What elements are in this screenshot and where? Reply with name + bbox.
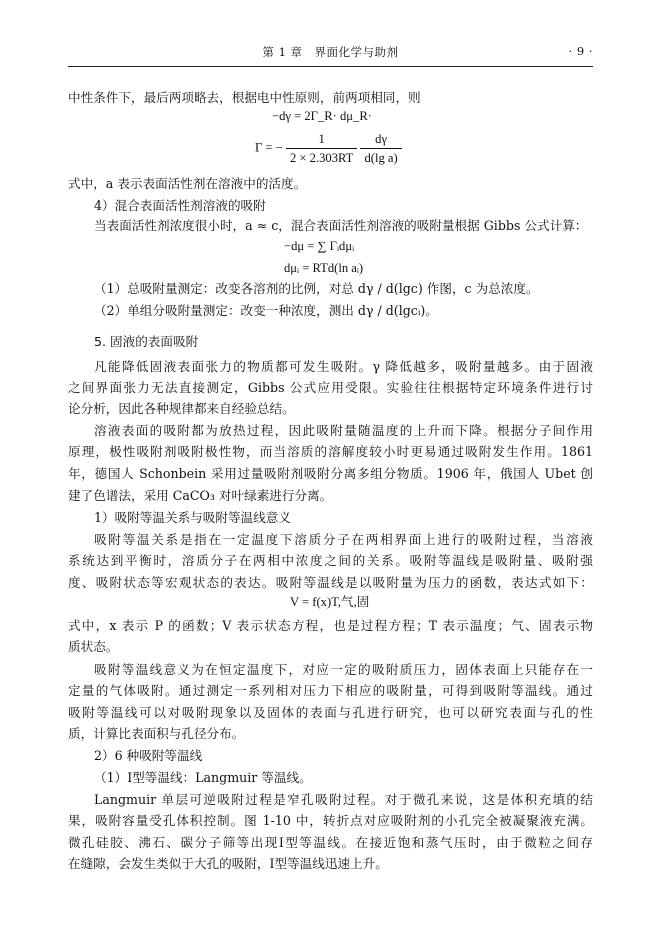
text-line: 度、吸附状态等宏观状态的表达。吸附等温线是以吸附量为压力的函数，表达式如下：	[68, 575, 593, 590]
text-line: 吸附等温关系是指在一定温度下溶质分子在两相界面上进行的吸附过程，当溶液	[94, 532, 593, 547]
text-line: 当表面活性剂浓度很小时，a ≈ c，混合表面活性剂溶液的吸附量根据 Gibbs 公式计算：	[94, 218, 588, 233]
text-line: Langmuir 单层可逆吸附过程是窄孔吸附过程。对于微孔来说，这是体积充填的结	[94, 792, 593, 807]
text-line: 吸附等温线可以对吸附现象以及固体的表面与孔进行研究，也可以研究表面与孔的性	[68, 705, 593, 720]
text-line: 质，计算比表面积与孔径分布。	[68, 726, 245, 741]
subsection-heading: 1）吸附等温关系与吸附等温线意义	[94, 510, 291, 525]
text-line: 中性条件下，最后两项略去，根据电中性原则，前两项相同，则	[68, 90, 421, 105]
text-line: （1）Ⅰ型等温线：Langmuir 等温线。	[94, 770, 312, 785]
eq-denominator: d(lg a)	[364, 151, 398, 165]
eq-denominator: 2 × 2.303RT	[289, 151, 354, 165]
text-line: 微孔硅胶、沸石、碳分子筛等出现Ⅰ型等温线。在接近饱和蒸气压时，由于微粒之间存	[68, 835, 593, 850]
text-line: 溶液表面的吸附都为放热过程，因此吸附量随温度的上升而下降。根据分子间作用	[94, 423, 593, 438]
text-line: 式中，x 表示 P 的函数；V 表示状态方程，也是过程方程；T 表示温度；气、固表示物	[68, 618, 593, 633]
chapter-title: 第 1 章 界面化学与助剂	[262, 45, 399, 59]
equation-sum: −dμ = ∑ Γᵢdμᵢ	[284, 239, 355, 253]
equation-gamma-r: −dγ = 2Γ_R· dμ_R·	[272, 109, 372, 123]
running-header	[68, 44, 593, 64]
text-line: 系统达到平衡时，溶质分子在两相中浓度之间的关系。吸附等温线是吸附量、吸附强	[68, 553, 593, 568]
subsection-heading: 2）6 种吸附等温线	[94, 748, 203, 763]
text-line: 年，德国人 Schonbein 采用过量吸附剂吸附分离多组分物质。1906 年，俄国人 Ubet 创	[68, 466, 593, 481]
text-line: 果，吸附容量受孔体积控制。图 1-10 中，转折点对应吸附剂的小孔完全被凝聚液充满。	[68, 813, 593, 828]
text-line: （2）单组分吸附量测定：改变一种浓度，测出 dγ / d(lgcᵢ)。	[94, 303, 438, 318]
equation-isotherm: V = f(x)T,气,固	[290, 595, 370, 609]
text-line: 原理，极性吸附剂吸附极性物，而当溶质的溶解度较小时更易通过吸附发生作用。1861	[68, 444, 593, 459]
eq-fraction-2	[360, 130, 401, 167]
eq-lhs: Γ = −	[255, 140, 283, 155]
text-line: 之间界面张力无法直接测定，Gibbs 公式应用受限。实验往往根据特定环境条件进行讨	[68, 380, 593, 395]
text-line: 质状态。	[68, 639, 119, 654]
equation-gibbs-adsorption	[255, 130, 402, 167]
eq-numerator: 1	[286, 130, 357, 149]
text-line: 凡能降低固液表面张力的物质都可发生吸附。γ 降低越多，吸附量越多。由于固液	[94, 359, 593, 374]
subsection-heading: 4）混合表面活性剂溶液的吸附	[94, 198, 266, 213]
section-heading: 5. 固液的表面吸附	[94, 334, 199, 349]
text-line: 在缝隙，会发生类似于大孔的吸附，Ⅰ型等温线迅速上升。	[68, 856, 388, 871]
eq-numerator: dγ	[360, 130, 401, 149]
header-rule	[68, 66, 593, 67]
text-line: 式中，a 表示表面活性剂在溶液中的活度。	[68, 176, 307, 191]
eq-fraction-1	[286, 130, 357, 167]
text-line: （1）总吸附量测定：改变各溶剂的比例，对总 dγ / d(lgc) 作图，c 为总浓度。	[94, 281, 539, 296]
text-line: 论分析，因此各种规律都来自经验总结。	[68, 401, 295, 416]
page-number: · 9 ·	[568, 44, 593, 58]
equation-chemical-potential: dμᵢ = RTd(ln aᵢ)	[284, 261, 364, 275]
text-line: 建了色谱法，采用 CaCO₃ 对叶绿素进行分离。	[68, 488, 333, 503]
text-line: 吸附等温线意义为在恒定温度下，对应一定的吸附质压力，固体表面上只能存在一	[94, 662, 593, 677]
text-line: 定量的气体吸附。通过测定一系列相对压力下相应的吸附量，可得到吸附等温线。通过	[68, 683, 593, 698]
